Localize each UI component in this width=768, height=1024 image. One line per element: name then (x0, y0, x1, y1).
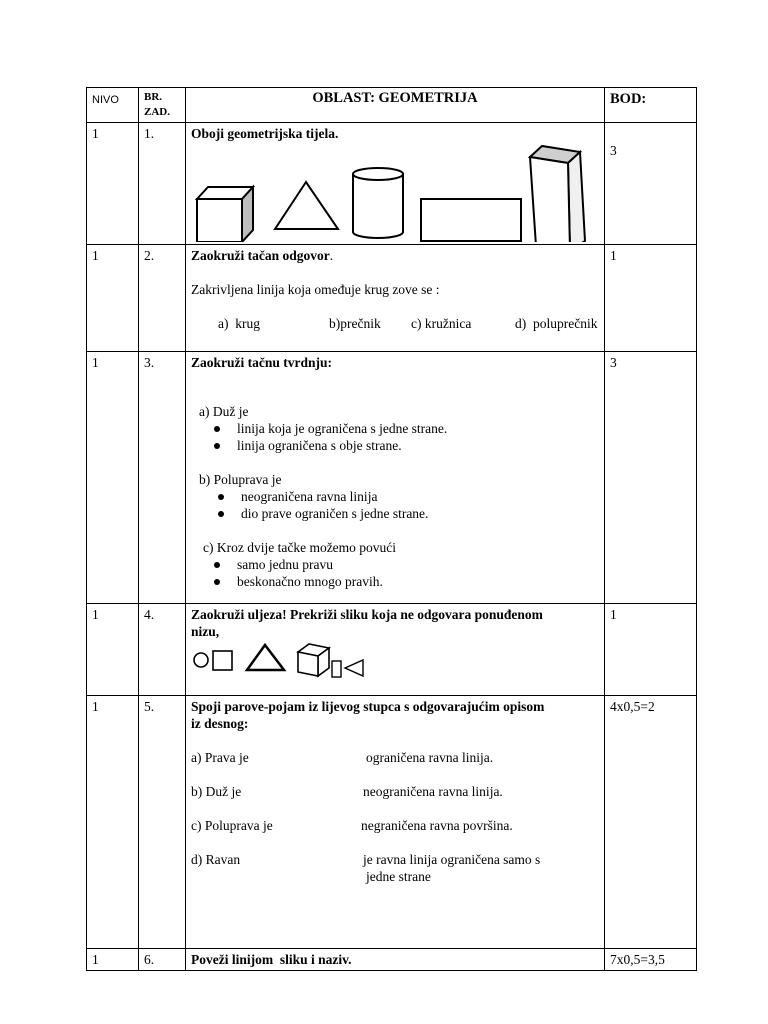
task-nivo: 1 (87, 949, 139, 971)
task-title: Zaokruži tačnu tvrdnju (191, 355, 328, 370)
header-row (87, 88, 697, 123)
task-question: Zakrivljena linija koja omeđuje krug zove se : (191, 282, 440, 297)
task-row-1 (87, 123, 697, 245)
task-nivo: 1 (87, 245, 139, 352)
match-right-description[interactable]: neograničena ravna linija. (363, 784, 503, 799)
match-pair (191, 851, 599, 868)
task-points: 4x0,5=2 (605, 696, 697, 949)
task-content: Zaokruži tačan odgovor. Zakrivljena linija koja omeđuje krug zove se : a) krug b)prečnik c) kružnica d) poluprečnik (186, 245, 605, 352)
answer-options (191, 298, 599, 349)
option-b[interactable]: b)prečnik (329, 316, 381, 331)
header-bod: BOD: (605, 88, 697, 123)
bullet-item[interactable]: neograničena ravna linija (191, 488, 599, 505)
task-content (186, 123, 605, 245)
task-title: Spoji parove-pojam iz lijevog stupca s odgovarajućim opisom (191, 699, 545, 714)
bullet-item[interactable]: linija koja je ograničena s jedne strane. (191, 420, 599, 437)
task-number: 2. (139, 245, 186, 352)
task-row-4 (87, 604, 697, 696)
task-nivo: 1 (87, 604, 139, 696)
task-nivo: 1 (87, 352, 139, 604)
task-number: 5. (139, 696, 186, 949)
match-pair (191, 783, 599, 800)
task-content: Spoji parove-pojam iz lijevog stupca s odgovarajućim opisom iz desnog: a) Prava je ograničena ravna linija. b) Duž je neograničena ravna linija. c) Poluprava je negraničena ravna površina. d) Ravan je ravna linija ograničena samo s jedne strane (186, 696, 605, 949)
header-nivo: NIVO (87, 88, 139, 123)
option-d[interactable]: d) poluprečnik (515, 316, 598, 331)
task-number: 1. (139, 123, 186, 245)
geometry-test-table (86, 87, 697, 971)
triangle-icon (247, 645, 284, 670)
task-row-5 (87, 696, 697, 949)
task-content: Zaokruži tačnu tvrdnju: a) Duž je linija koja je ograničena s jedne strane. linija ograničena s obje strane. b) Poluprava je neograničena ravna linija dio prave ograničen s jedne strane. c) Kroz dvije tačke možemo povući samo jednu pravu beskonačno mnogo pravih. (186, 352, 605, 604)
match-left-term[interactable]: d) Ravan (191, 852, 241, 867)
task-title: Poveži linijom sliku i naziv. (191, 952, 352, 967)
triangle-icon (275, 182, 338, 229)
group-c-label: c) Kroz dvije tačke možemo povući (203, 540, 397, 555)
task-nivo: 1 (87, 123, 139, 245)
task-row-6 (87, 949, 697, 971)
task-nivo: 1 (87, 696, 139, 949)
task-title: Oboji geometrijska tijela. (191, 126, 339, 141)
small-triangle-icon (345, 660, 363, 676)
task-points: 3 (605, 352, 697, 604)
square-icon (213, 651, 232, 670)
task-number: 4. (139, 604, 186, 696)
rectangle-icon (421, 199, 521, 241)
odd-one-out-figure (191, 640, 391, 680)
match-pair (191, 817, 599, 834)
prism-icon (530, 146, 585, 242)
cube-icon (298, 644, 329, 676)
header-br-zad: BR. ZAD. (139, 88, 186, 123)
match-left-term[interactable]: b) Duž je (191, 784, 242, 799)
match-right-description[interactable]: negraničena ravna površina. (361, 818, 513, 833)
match-right-description[interactable]: ograničena ravna linija. (366, 750, 494, 765)
match-right-description[interactable]: je ravna linija ograničena samo s (363, 852, 541, 867)
task-content (186, 949, 605, 971)
geometric-solids-figure (191, 142, 596, 242)
header-oblast: OBLAST: GEOMETRIJA (186, 88, 605, 123)
task-points: 7x0,5=3,5 (605, 949, 697, 971)
match-pair (191, 749, 599, 766)
cylinder-icon (353, 168, 403, 238)
task-number: 3. (139, 352, 186, 604)
group-a-label: a) Duž je (199, 404, 249, 419)
task-content: Zaokruži uljeza! Prekriži sliku koja ne odgovara ponuđenom nizu, (186, 604, 605, 696)
cube-icon (197, 187, 253, 242)
bullet-item[interactable]: samo jednu pravu (191, 556, 599, 573)
task-points: 1 (605, 245, 697, 352)
match-left-term[interactable]: a) Prava je (191, 750, 249, 765)
bullet-item[interactable]: beskonačno mnogo pravih. (191, 573, 599, 590)
task-title: Zaokruži uljeza! Prekriži sliku koja ne odgovara ponuđenom (191, 607, 543, 622)
task-title: Zaokruži tačan odgovor (191, 248, 330, 263)
task-row-3 (87, 352, 697, 604)
task-points: 3 (605, 123, 697, 245)
bullet-item[interactable]: linija ograničena s obje strane. (191, 437, 599, 454)
task-row-2 (87, 245, 697, 352)
circle-icon (194, 653, 208, 667)
option-a[interactable]: a) krug (218, 316, 260, 331)
option-c[interactable]: c) kružnica (411, 316, 472, 331)
match-right-description-continued: jedne strane (366, 869, 431, 884)
match-left-term[interactable]: c) Poluprava je (191, 818, 273, 833)
bullet-item[interactable]: dio prave ograničen s jedne strane. (191, 505, 599, 522)
task-number: 6. (139, 949, 186, 971)
group-b-label: b) Poluprava je (199, 472, 282, 487)
task-points: 1 (605, 604, 697, 696)
small-rectangle-icon (332, 661, 341, 677)
